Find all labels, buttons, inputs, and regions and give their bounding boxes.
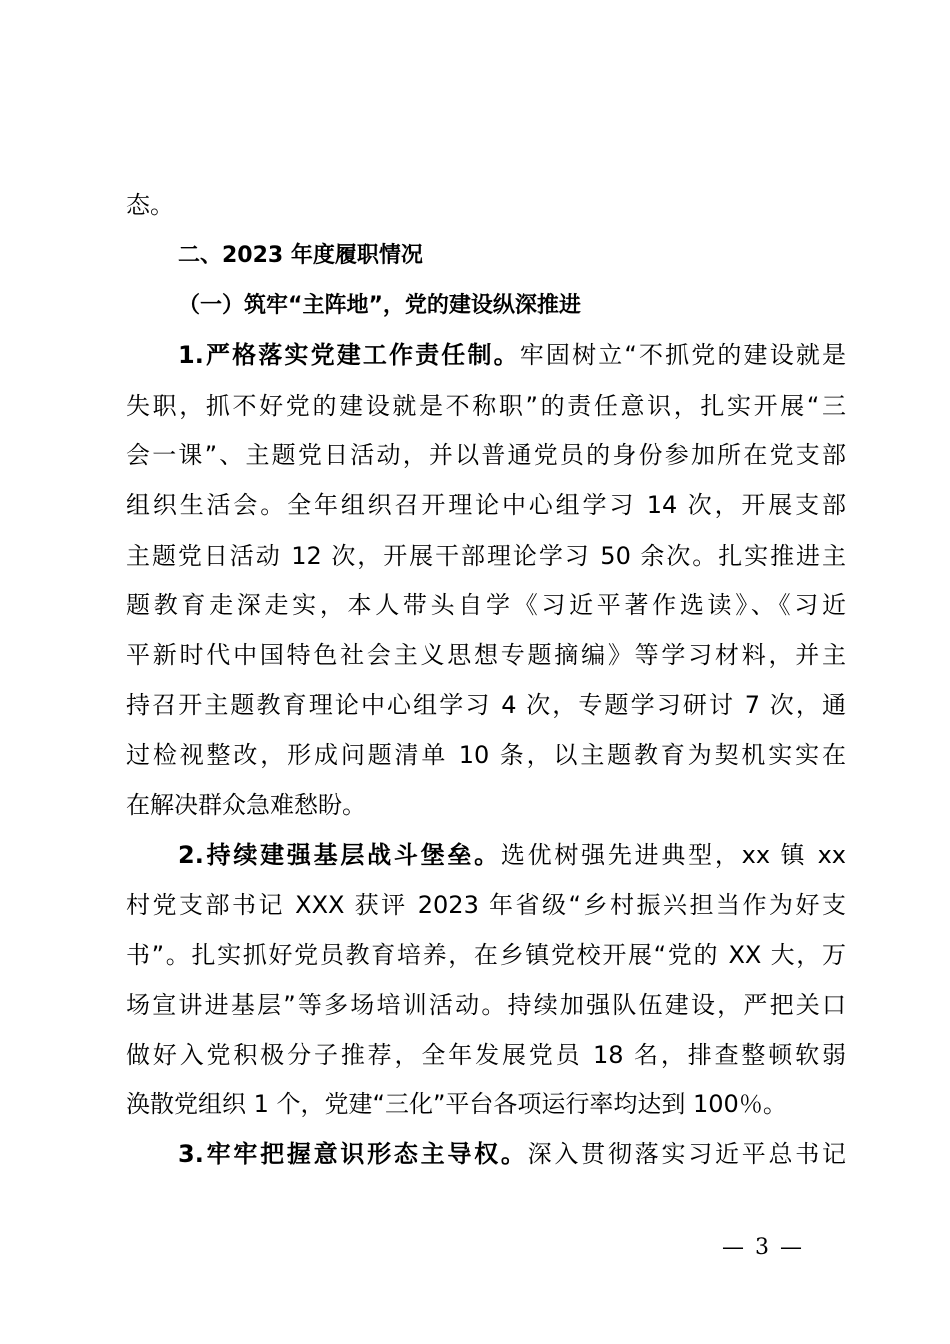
- paragraph-3-line: [178, 1138, 846, 1170]
- text-line: 选优树强先进典型，xx 镇 xx: [500, 841, 846, 869]
- paragraph-2-line: [126, 1039, 846, 1071]
- paragraph-2-line: [126, 889, 846, 921]
- text-line: 失职，抓不好党的建设就是不称职”的责任意识，扎实开展“三: [126, 392, 846, 420]
- paragraph-1-line: [126, 390, 846, 422]
- text-line: 在解决群众急难愁盼。: [126, 791, 366, 819]
- text-line: 牢固树立“不抓党的建设就是: [519, 341, 846, 369]
- item-title: 1.严格落实党建工作责任制。: [178, 341, 520, 369]
- paragraph-2-line: [126, 989, 846, 1021]
- section-heading: [178, 240, 846, 272]
- text-line: 做好入党积极分子推荐，全年发展党员 18 名，排查整顿软弱: [126, 1041, 846, 1069]
- paragraph-2-line: [126, 1088, 846, 1120]
- paragraph-continuation: [126, 189, 846, 221]
- text-line: 平新时代中国特色社会主义思想专题摘编》等学习材料，并主: [126, 641, 846, 669]
- text-line: 会一课”、主题党日活动，并以普通党员的身份参加所在党支部: [126, 441, 846, 469]
- paragraph-1-line: [126, 540, 846, 572]
- paragraph-1-line: [126, 589, 846, 621]
- text-line: 涣散党组织 1 个，党建“三化”平台各项运行率均达到 100％。: [126, 1090, 787, 1118]
- text-line: 场宣讲进基层”等多场培训活动。持续加强队伍建设，严把关口: [126, 991, 846, 1019]
- paragraph-1-line: [126, 489, 846, 521]
- paragraph-1-line: [126, 739, 846, 771]
- heading-text: 二、2023 年度履职情况: [178, 243, 423, 268]
- text-line: 主题党日活动 12 次，开展干部理论学习 50 余次。扎实推进主: [126, 542, 846, 570]
- text-line: 题教育走深走实，本人带头自学《习近平著作选读》、《习近: [126, 591, 846, 619]
- subsection-heading: [178, 290, 846, 322]
- paragraph-1-line: [126, 639, 846, 671]
- text-line: 村党支部书记 XXX 获评 2023 年省级“乡村振兴担当作为好支: [126, 891, 846, 919]
- paragraph-1-line: [178, 339, 846, 371]
- text-line: 态。: [126, 191, 174, 219]
- text-line: 深入贯彻落实习近平总书记: [527, 1140, 846, 1168]
- item-title: 3.牢牢把握意识形态主导权。: [178, 1140, 528, 1168]
- heading-text: （一）筑牢“主阵地”，党的建设纵深推进: [178, 293, 581, 318]
- text-line: 过检视整改，形成问题清单 10 条，以主题教育为契机实实在: [126, 741, 846, 769]
- paragraph-2-line: [178, 839, 846, 871]
- paragraph-2-line: [126, 939, 846, 971]
- text-line: 持召开主题教育理论中心组学习 4 次，专题学习研讨 7 次，通: [126, 691, 846, 719]
- paragraph-1-line: [126, 439, 846, 471]
- paragraph-1-line: [126, 689, 846, 721]
- paragraph-1-line: [126, 789, 846, 821]
- text-line: 书”。扎实抓好党员教育培养，在乡镇党校开展“党的 XX 大，万: [126, 941, 846, 969]
- page-number: — 3 —: [722, 1235, 804, 1260]
- item-title: 2.持续建强基层战斗堡垒。: [178, 841, 501, 869]
- text-line: 组织生活会。全年组织召开理论中心组学习 14 次，开展支部: [126, 491, 846, 519]
